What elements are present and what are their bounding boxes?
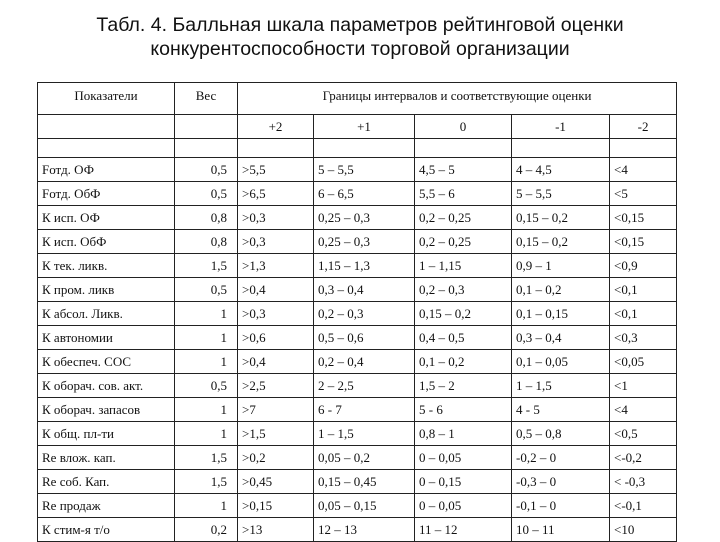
interval-cell: 0 – 0,05 xyxy=(415,494,512,518)
interval-cell: -0,2 – 0 xyxy=(512,446,610,470)
table-row xyxy=(38,206,677,230)
interval-cell: >1,5 xyxy=(238,422,314,446)
interval-cell: 5,5 – 6 xyxy=(415,182,512,206)
interval-cell: 0,3 – 0,4 xyxy=(314,278,415,302)
score-header: +2 xyxy=(238,115,314,139)
interval-cell: >6,5 xyxy=(238,182,314,206)
interval-cell: <0,1 xyxy=(610,302,677,326)
table-row xyxy=(38,158,677,182)
table-row xyxy=(38,254,677,278)
interval-cell: 0,2 – 0,3 xyxy=(314,302,415,326)
indicator-weight: 1 xyxy=(175,494,238,518)
interval-cell: 6 – 6,5 xyxy=(314,182,415,206)
indicator-name: Re влож. кап. xyxy=(38,446,175,470)
interval-cell: <0,9 xyxy=(610,254,677,278)
table-row xyxy=(38,182,677,206)
spacer-cell xyxy=(175,139,238,158)
interval-cell: 4 – 4,5 xyxy=(512,158,610,182)
title-line-2: конкурентоспособности торговой организации xyxy=(150,38,570,60)
indicator-weight: 1,5 xyxy=(175,470,238,494)
score-header: -1 xyxy=(512,115,610,139)
table-row xyxy=(38,326,677,350)
interval-cell: 4,5 – 5 xyxy=(415,158,512,182)
interval-cell: >7 xyxy=(238,398,314,422)
spacer-cell xyxy=(415,139,512,158)
indicator-weight: 1 xyxy=(175,350,238,374)
spacer-cell xyxy=(512,139,610,158)
table-row xyxy=(38,446,677,470)
table-row xyxy=(38,422,677,446)
score-header: -2 xyxy=(610,115,677,139)
spacer-row xyxy=(38,139,677,158)
indicator-name: К общ. пл-ти xyxy=(38,422,175,446)
interval-cell: <0,3 xyxy=(610,326,677,350)
interval-cell: 0,15 – 0,2 xyxy=(415,302,512,326)
interval-cell: 0,2 – 0,25 xyxy=(415,206,512,230)
interval-cell: >0,4 xyxy=(238,350,314,374)
header-row xyxy=(38,83,677,115)
interval-cell: 10 – 11 xyxy=(512,518,610,542)
interval-cell: 0,3 – 0,4 xyxy=(512,326,610,350)
interval-cell: >0,2 xyxy=(238,446,314,470)
table-row xyxy=(38,350,677,374)
indicator-name: К оборач. сов. акт. xyxy=(38,374,175,398)
interval-cell: 6 - 7 xyxy=(314,398,415,422)
indicator-weight: 0,5 xyxy=(175,158,238,182)
interval-cell: 0,25 – 0,3 xyxy=(314,206,415,230)
indicator-weight: 1 xyxy=(175,422,238,446)
interval-cell: 0,05 – 0,2 xyxy=(314,446,415,470)
score-header: 0 xyxy=(415,115,512,139)
table-row xyxy=(38,230,677,254)
interval-cell: 1,5 – 2 xyxy=(415,374,512,398)
interval-cell: <4 xyxy=(610,158,677,182)
interval-cell: >0,15 xyxy=(238,494,314,518)
interval-cell: 2 – 2,5 xyxy=(314,374,415,398)
interval-cell: 5 – 5,5 xyxy=(512,182,610,206)
indicator-weight: 1 xyxy=(175,302,238,326)
indicator-name: Re продаж xyxy=(38,494,175,518)
header-weight: Вес xyxy=(175,83,238,115)
indicator-name: К тек. ликв. xyxy=(38,254,175,278)
indicator-name: К стим-я т/о xyxy=(38,518,175,542)
interval-cell: <-0,2 xyxy=(610,446,677,470)
interval-cell: 1 – 1,5 xyxy=(512,374,610,398)
interval-cell: -0,1 – 0 xyxy=(512,494,610,518)
interval-cell: 0,1 – 0,15 xyxy=(512,302,610,326)
indicator-name: К исп. ОФ xyxy=(38,206,175,230)
interval-cell: 4 - 5 xyxy=(512,398,610,422)
indicator-name: К пром. ликв xyxy=(38,278,175,302)
spacer-cell xyxy=(238,139,314,158)
interval-cell: 0,15 – 0,45 xyxy=(314,470,415,494)
interval-cell: <0,1 xyxy=(610,278,677,302)
table-row xyxy=(38,374,677,398)
interval-cell: 1,15 – 1,3 xyxy=(314,254,415,278)
interval-cell: 5 - 6 xyxy=(415,398,512,422)
indicator-weight: 0,5 xyxy=(175,182,238,206)
interval-cell: 0,8 – 1 xyxy=(415,422,512,446)
header-blank xyxy=(38,115,175,139)
interval-cell: <0,05 xyxy=(610,350,677,374)
indicator-name: К обеспеч. СОС xyxy=(38,350,175,374)
interval-cell: <0,15 xyxy=(610,206,677,230)
header-intervals: Границы интервалов и соответствующие оценки xyxy=(238,83,677,115)
interval-cell: 0,2 – 0,25 xyxy=(415,230,512,254)
score-header-row xyxy=(38,115,677,139)
interval-cell: 0,2 – 0,3 xyxy=(415,278,512,302)
spacer-cell xyxy=(314,139,415,158)
indicator-weight: 1 xyxy=(175,326,238,350)
interval-cell: >0,45 xyxy=(238,470,314,494)
interval-cell: >13 xyxy=(238,518,314,542)
indicator-name: К исп. ОбФ xyxy=(38,230,175,254)
header-indicators: Показатели xyxy=(38,83,175,115)
interval-cell: >0,6 xyxy=(238,326,314,350)
table-row xyxy=(38,302,677,326)
interval-cell: 0,25 – 0,3 xyxy=(314,230,415,254)
interval-cell: >0,3 xyxy=(238,302,314,326)
indicator-weight: 0,8 xyxy=(175,206,238,230)
title-line-1: Табл. 4. Балльная шкала параметров рейтинговой оценки xyxy=(96,14,624,36)
rating-scale-table xyxy=(37,82,677,542)
table-row xyxy=(38,278,677,302)
interval-cell: -0,3 – 0 xyxy=(512,470,610,494)
spacer-cell xyxy=(38,139,175,158)
interval-cell: 0 – 0,15 xyxy=(415,470,512,494)
interval-cell: <4 xyxy=(610,398,677,422)
indicator-weight: 0,2 xyxy=(175,518,238,542)
indicator-name: Fотд. ОФ xyxy=(38,158,175,182)
interval-cell: >1,3 xyxy=(238,254,314,278)
table-row xyxy=(38,518,677,542)
interval-cell: 1 – 1,15 xyxy=(415,254,512,278)
interval-cell: 0,5 – 0,6 xyxy=(314,326,415,350)
interval-cell: 12 – 13 xyxy=(314,518,415,542)
interval-cell: >2,5 xyxy=(238,374,314,398)
interval-cell: <1 xyxy=(610,374,677,398)
interval-cell: <10 xyxy=(610,518,677,542)
interval-cell: < -0,3 xyxy=(610,470,677,494)
indicator-name: Fотд. ОбФ xyxy=(38,182,175,206)
indicator-weight: 1 xyxy=(175,398,238,422)
interval-cell: 0,15 – 0,2 xyxy=(512,206,610,230)
header-blank xyxy=(175,115,238,139)
interval-cell: 0,05 – 0,15 xyxy=(314,494,415,518)
interval-cell: >0,4 xyxy=(238,278,314,302)
interval-cell: 0,1 – 0,05 xyxy=(512,350,610,374)
interval-cell: <-0,1 xyxy=(610,494,677,518)
interval-cell: <5 xyxy=(610,182,677,206)
indicator-name: К оборач. запасов xyxy=(38,398,175,422)
interval-cell: 1 – 1,5 xyxy=(314,422,415,446)
indicator-name: К автономии xyxy=(38,326,175,350)
interval-cell: >5,5 xyxy=(238,158,314,182)
table-row xyxy=(38,470,677,494)
interval-cell: 11 – 12 xyxy=(415,518,512,542)
interval-cell: 0,5 – 0,8 xyxy=(512,422,610,446)
indicator-weight: 0,5 xyxy=(175,278,238,302)
table-row xyxy=(38,398,677,422)
interval-cell: 0,15 – 0,2 xyxy=(512,230,610,254)
interval-cell: <0,5 xyxy=(610,422,677,446)
indicator-weight: 1,5 xyxy=(175,254,238,278)
interval-cell: 0,9 – 1 xyxy=(512,254,610,278)
indicator-name: Re соб. Кап. xyxy=(38,470,175,494)
interval-cell: 0,1 – 0,2 xyxy=(512,278,610,302)
spacer-cell xyxy=(610,139,677,158)
interval-cell: 0,4 – 0,5 xyxy=(415,326,512,350)
score-header: +1 xyxy=(314,115,415,139)
interval-cell: <0,15 xyxy=(610,230,677,254)
indicator-weight: 1,5 xyxy=(175,446,238,470)
interval-cell: 0 – 0,05 xyxy=(415,446,512,470)
interval-cell: >0,3 xyxy=(238,230,314,254)
interval-cell: 0,1 – 0,2 xyxy=(415,350,512,374)
interval-cell: 5 – 5,5 xyxy=(314,158,415,182)
table-row xyxy=(38,494,677,518)
interval-cell: >0,3 xyxy=(238,206,314,230)
interval-cell: 0,2 – 0,4 xyxy=(314,350,415,374)
indicator-weight: 0,5 xyxy=(175,374,238,398)
page-title xyxy=(0,13,720,61)
indicator-name: К абсол. Ликв. xyxy=(38,302,175,326)
indicator-weight: 0,8 xyxy=(175,230,238,254)
